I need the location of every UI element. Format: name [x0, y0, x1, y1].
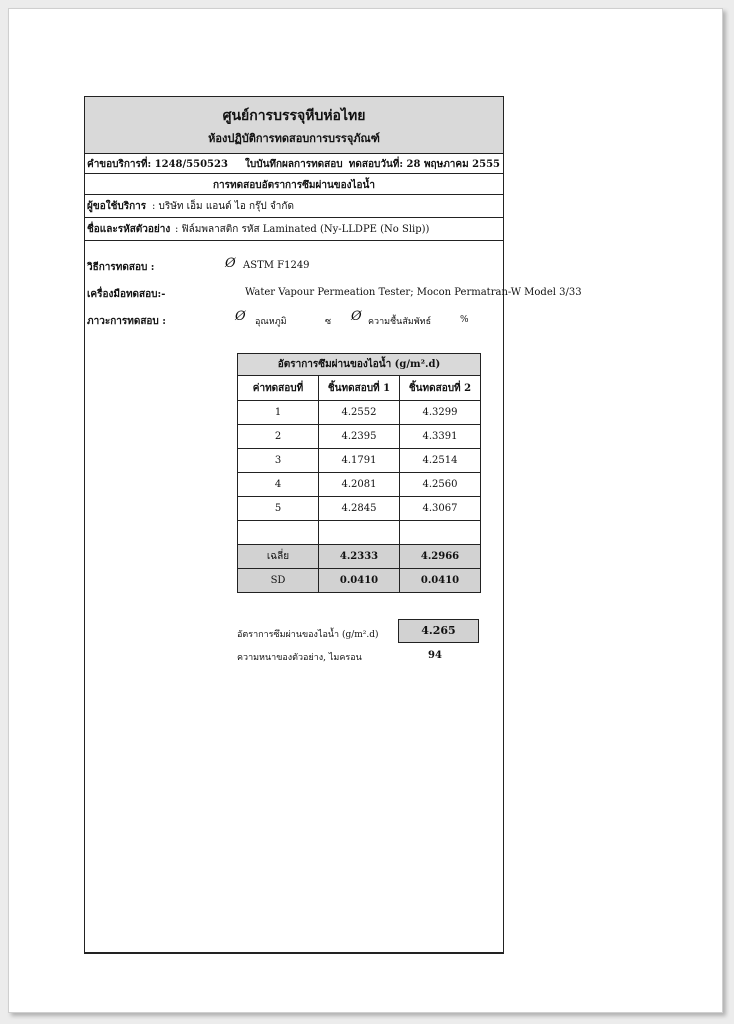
document-page — [8, 8, 723, 1013]
mean-row — [238, 545, 481, 569]
sample-label: ชื่อและรหัสตัวอย่าง — [87, 224, 171, 235]
conditions-label: ภาวะการทดสอบ : — [87, 316, 166, 327]
info-row — [85, 153, 503, 174]
specimen-1-value — [319, 521, 400, 545]
request-number: คำขอบริการที่: 1248/550523 — [87, 159, 228, 170]
table-row — [238, 449, 481, 473]
column-header-test: ค่าทดสอบที่ — [238, 376, 319, 401]
instrument-label: เครื่องมือทดสอบ:- — [87, 289, 166, 300]
specimen-2-value: 4.3391 — [400, 425, 481, 449]
column-header-specimen-1: ชิ้นทดสอบที่ 1 — [319, 376, 400, 401]
laboratory-subtitle: ห้องปฏิบัติการทดสอบการบรรจุภัณฑ์ — [208, 132, 380, 145]
thickness-label: ความหนาของตัวอย่าง, ไมครอน — [237, 653, 362, 663]
thickness-value: 94 — [428, 650, 442, 661]
specimen-2-value: 4.3299 — [400, 401, 481, 425]
customer-value: : บริษัท เอ็ม แอนด์ ไอ กรุ๊ป จำกัด — [152, 201, 294, 212]
sd-row — [238, 569, 481, 593]
sd-specimen-1: 0.0410 — [319, 569, 400, 593]
rate-label: อัตราการซึมผ่านของไอน้ำ (g/m².d) — [237, 630, 379, 640]
test-number: 1 — [238, 401, 319, 425]
specimen-2-value: 4.2514 — [400, 449, 481, 473]
test-date: ทดสอบวันที่: 28 พฤษภาคม 2555 — [348, 159, 500, 170]
table-row — [238, 473, 481, 497]
instrument-value: Water Vapour Permeation Tester; Mocon Permatran-W Model 3/33 — [245, 287, 582, 298]
mean-label: เฉลี่ย — [238, 545, 319, 569]
organization-title: ศูนย์การบรรจุหีบห่อไทย — [222, 108, 366, 124]
sd-specimen-2: 0.0410 — [400, 569, 481, 593]
specimen-1-value: 4.2845 — [319, 497, 400, 521]
test-title-row — [85, 174, 503, 195]
sample-row — [85, 218, 503, 241]
results-caption: อัตราการซึมผ่านของไอน้ำ (g/m².d) — [238, 354, 481, 376]
table-row — [238, 425, 481, 449]
specimen-1-value: 4.1791 — [319, 449, 400, 473]
table-row — [238, 497, 481, 521]
humidity-label: ความชื้นสัมพัทธ์ — [368, 317, 432, 327]
humidity-unit: % — [460, 315, 469, 325]
record-title: ใบบันทึกผลการทดสอบ — [245, 159, 343, 170]
mean-specimen-2: 4.2966 — [400, 545, 481, 569]
humidity-symbol: Ø — [351, 309, 362, 324]
method-symbol: Ø — [225, 256, 236, 271]
method-label: วิธีการทดสอบ : — [87, 262, 155, 273]
report-frame — [84, 96, 582, 954]
report-header — [85, 97, 503, 154]
customer-label: ผู้ขอใช้บริการ — [87, 201, 147, 212]
results-table — [237, 353, 481, 593]
test-number: 2 — [238, 425, 319, 449]
specimen-1-value: 4.2552 — [319, 401, 400, 425]
sample-value: : ฟิล์มพลาสติก รหัส Laminated (Ny-LLDPE (No Slip)) — [175, 224, 430, 235]
table-row — [238, 401, 481, 425]
specimen-2-value — [400, 521, 481, 545]
test-number: 3 — [238, 449, 319, 473]
mean-specimen-1: 4.2333 — [319, 545, 400, 569]
specimen-2-value: 4.3067 — [400, 497, 481, 521]
test-number: 4 — [238, 473, 319, 497]
customer-row — [85, 195, 503, 218]
specimen-1-value: 4.2081 — [319, 473, 400, 497]
temperature-unit: ซ — [325, 317, 332, 327]
rate-value: 4.265 — [398, 619, 479, 643]
test-title: การทดสอบอัตราการซึมผ่านของไอน้ำ — [212, 180, 375, 191]
specimen-2-value: 4.2560 — [400, 473, 481, 497]
sd-label: SD — [238, 569, 319, 593]
temperature-label: อุณหภูมิ — [255, 317, 287, 327]
temperature-symbol: Ø — [235, 309, 246, 324]
table-row-empty — [238, 521, 481, 545]
test-number — [238, 521, 319, 545]
column-header-specimen-2: ชิ้นทดสอบที่ 2 — [400, 376, 481, 401]
method-value: ASTM F1249 — [243, 260, 310, 271]
specimen-1-value: 4.2395 — [319, 425, 400, 449]
test-number: 5 — [238, 497, 319, 521]
